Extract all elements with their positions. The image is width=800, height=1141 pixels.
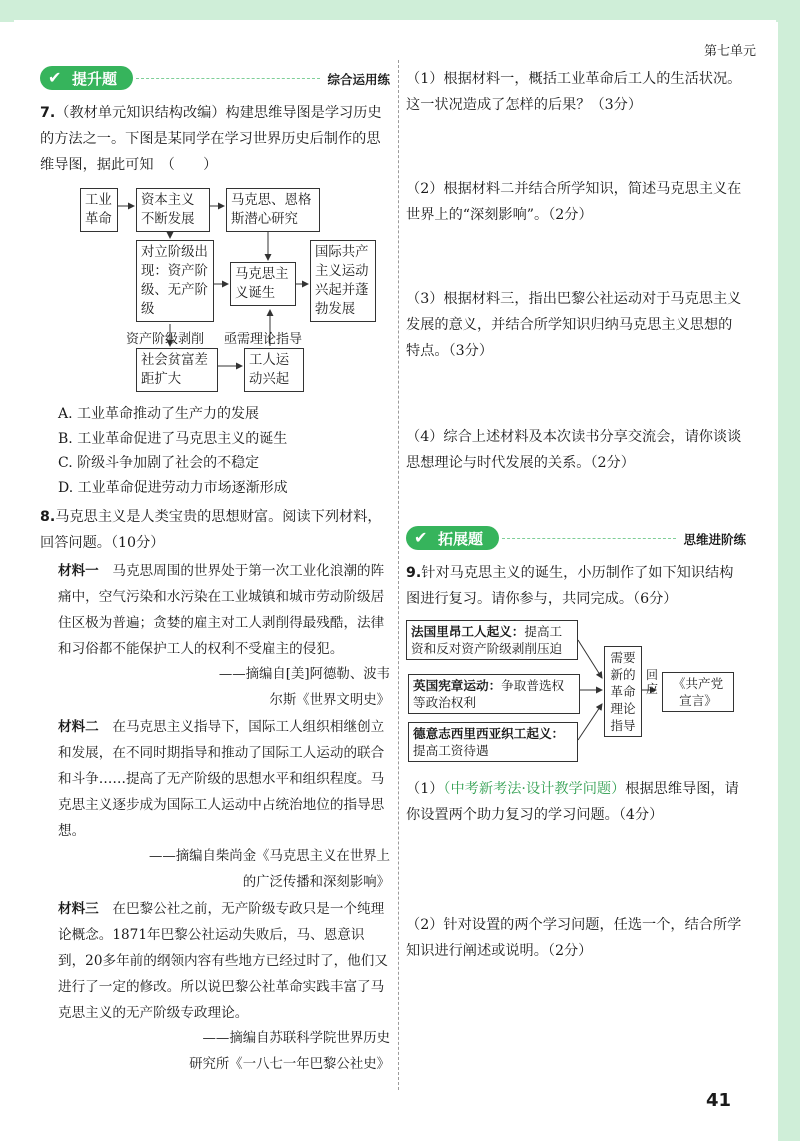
material-2: 材料二 在马克思主义指导下，国际工人组织相继创立和发展，在不同时期指导和推动了国际工人运动的联合和斗争……提高了无产阶级的思想水平和组织程度。马克思主义逐步成为国际工人运动中占统治地位的指导思想。 (58, 719, 385, 839)
left-column (40, 66, 390, 1078)
q9-sub2: （2）针对设置的两个学习问题，任选一个，结合所学知识进行阐述或说明。（2分） (406, 917, 742, 959)
diagram-node-manifesto: 《共产党宣言》 (662, 672, 734, 712)
mindmap-node-marx-engels: 马克思、恩格斯潜心研究 (226, 188, 320, 232)
side-decor-band (778, 0, 800, 1141)
mindmap-node-wealth-gap: 社会贫富差距扩大 (136, 348, 218, 392)
page-number: 41 (706, 1090, 732, 1111)
diagram-node-need-theory: 需要新的革命理论指导 (604, 646, 642, 737)
mindmap-q7 (40, 186, 400, 396)
diagram-label-respond: 回应 (646, 668, 659, 696)
material-1-source: ——摘编自[美]阿德勒、波韦 (218, 667, 390, 682)
option-a[interactable]: A. 工业革命推动了生产力的发展 (58, 406, 260, 422)
section-tag: 综合运用练 (327, 72, 390, 87)
material-3-source-2: 研究所《一八七一年巴黎公社史》 (189, 1057, 390, 1072)
section-header-tisheng (40, 66, 390, 92)
question-9: 9.针对马克思主义的诞生，小历制作了如下知识结构图进行复习。请你参与，共同完成。（6分） (406, 565, 734, 607)
header-dashed-line-2 (502, 538, 676, 539)
option-c[interactable]: C. 阶级斗争加剧了社会的不稳定 (58, 455, 260, 471)
material-2-source: ——摘编自柴尚金《马克思主义在世界上 (148, 849, 390, 864)
checkmark-icon: ✔ (48, 68, 62, 87)
option-d[interactable]: D. 工业革命促进劳动力市场逐渐形成 (58, 479, 288, 496)
section-header-tuozhan (406, 526, 746, 552)
question-7: 7.（教材单元知识结构改编）构建思维导图是学习历史的方法之一。下图是某同学在学习世界历史后制作的思维导图，据此可知 （ ） (40, 105, 382, 173)
q7-options (40, 402, 390, 500)
q8-sub1: （1）根据材料一，概括工业革命后工人的生活状况。这一状况造成了怎样的后果？（3分） (406, 71, 742, 113)
mindmap-label-guidance: 亟需理论指导 (224, 332, 303, 347)
diagram-node-silesia: 德意志西里西亚织工起义：提高工资待遇 (408, 722, 578, 762)
section-badge-2: ✔ 拓展题 (406, 526, 499, 550)
section-tag-2: 思维进阶练 (683, 532, 746, 547)
material-1: 材料一 马克思周围的世界处于第一次工业化浪潮的阵痛中，空气污染和水污染在工业城镇和城市劳动阶级居住区极为普遍；贪婪的雇主对工人剥削得最残酷，法律和习俗都不能保护工人的权利不受雇主的侵犯。 (58, 563, 385, 657)
section-badge: ✔ 提升题 (40, 66, 133, 90)
header-dashed-line (136, 78, 320, 79)
diagram-node-lyon: 法国里昂工人起义：提高工资和反对资产阶级剥削压迫 (406, 620, 578, 660)
question-8: 8.马克思主义是人类宝贵的思想财富。阅读下列材料，回答问题。（10分） (40, 509, 382, 551)
mindmap-node-class-opposition: 对立阶级出现：资产阶级、无产阶级 (136, 240, 214, 322)
mindmap-node-marxism-born: 马克思主义诞生 (230, 262, 296, 306)
mindmap-node-workers-movement: 工人运动兴起 (244, 348, 304, 392)
unit-label: 第七单元 (703, 44, 756, 59)
mindmap-node-industrial-revolution: 工业革命 (80, 188, 118, 232)
top-decor-band (0, 0, 800, 22)
material-1-source-2: 尔斯《世界文明史》 (269, 693, 390, 708)
knowledge-diagram-q9 (406, 618, 736, 768)
q8-sub4: （4）综合上述材料及本次读书分享交流会，请你谈谈思想理论与时代发展的关系。（2分） (406, 429, 742, 471)
q8-sub2: （2）根据材料二并结合所学知识，简述马克思主义在世界上的“深刻影响”。（2分） (406, 181, 742, 223)
right-column (406, 66, 746, 964)
checkmark-icon: ✔ (414, 528, 428, 547)
q9-sub1: （1）（中考新考法·设计教学问题）根据思维导图，请你设置两个助力复习的学习问题。（4分） (406, 781, 739, 823)
material-3: 材料三 在巴黎公社之前，无产阶级专政只是一个纯理论概念。1871年巴黎公社运动失败后，马、恩意识到，20多年前的纲领内容有些地方已经过时了，他们又进行了一定的修改。所以说巴黎公社革命实践丰富了马克思主义的无产阶级专政理论。 (58, 901, 388, 1021)
mindmap-node-capitalism: 资本主义不断发展 (136, 188, 210, 232)
q8-sub3: （3）根据材料三，指出巴黎公社运动对于马克思主义发展的意义，并结合所学知识归纳马克思主义思想的特点。（3分） (406, 291, 742, 359)
option-b[interactable]: B. 工业革命促进了马克思主义的诞生 (58, 430, 288, 447)
material-2-source-2: 的广泛传播和深刻影响》 (242, 875, 390, 890)
material-3-source: ——摘编自苏联科学院世界历史 (202, 1031, 390, 1046)
mindmap-label-exploitation: 资产阶级剥削 (126, 332, 205, 347)
mindmap-node-international-movement: 国际共产主义运动兴起并蓬勃发展 (310, 240, 376, 322)
diagram-node-chartism: 英国宪章运动：争取普选权等政治权利 (408, 674, 580, 714)
